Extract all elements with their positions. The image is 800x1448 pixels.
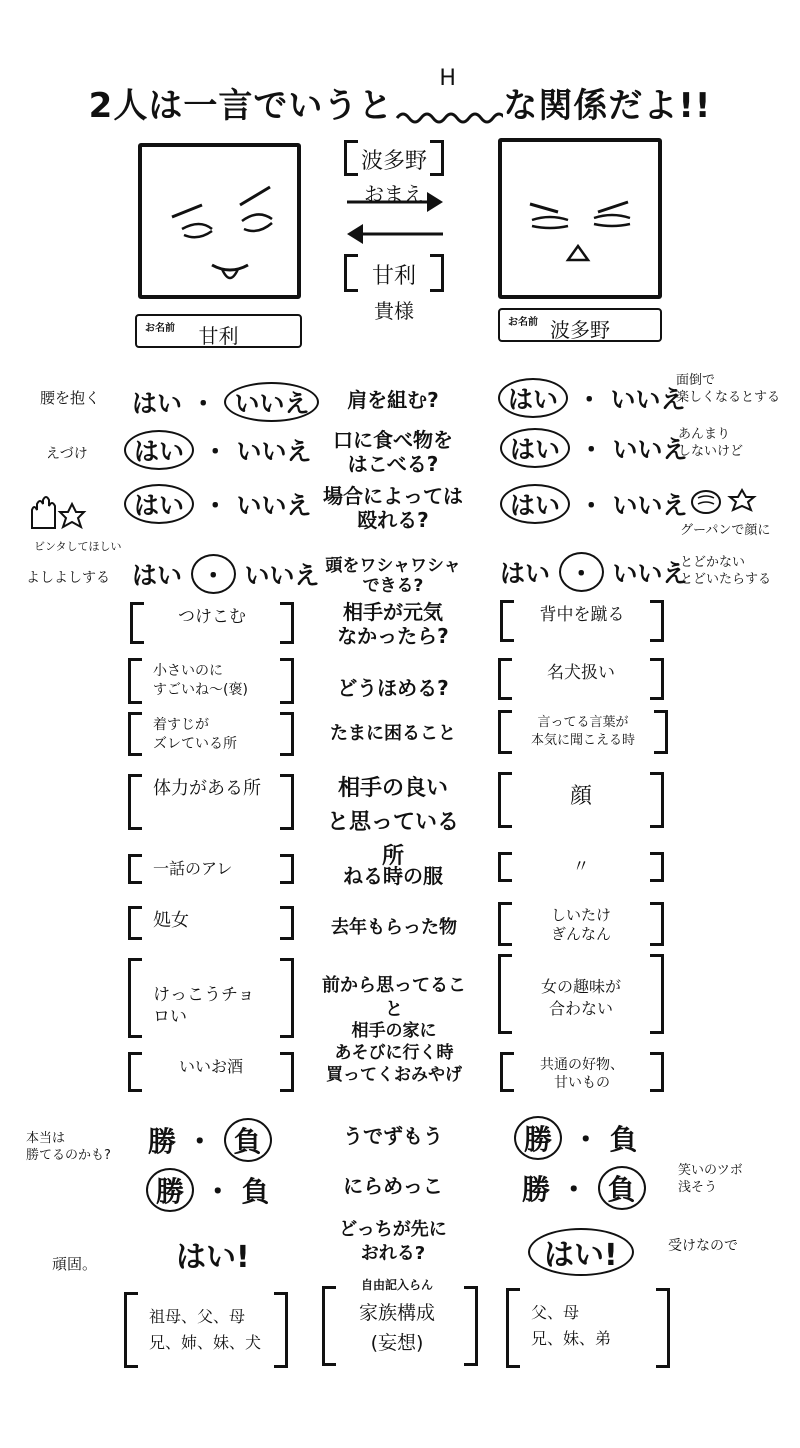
row-3-right-note: とどかない とどいたらする xyxy=(680,555,772,587)
title-before: 2人は一言でいうと xyxy=(88,86,394,126)
family-right-box: 父、母 兄、妹、弟 xyxy=(506,1288,670,1368)
center-line-1: おまえ xyxy=(364,182,424,206)
row-1-right-note: あんまり しないけど xyxy=(678,427,744,459)
right-name: 波多野 xyxy=(550,318,610,342)
free-6-question: 前から思ってること xyxy=(322,975,466,1020)
right-portrait xyxy=(498,138,662,299)
title-blank xyxy=(393,65,503,128)
left-name: 甘利 xyxy=(198,324,239,348)
face-serious-icon xyxy=(502,142,658,295)
row-1-left-answer: はい ・ いいえ xyxy=(124,430,311,470)
free-0-question: 相手が元気 なかったら? xyxy=(337,600,449,648)
slap-hand-icon xyxy=(26,496,92,534)
family-label: 自由記入らん xyxy=(342,1276,452,1293)
free-2-left-box: 着すじが ズレている所 xyxy=(128,712,294,756)
family-question: 家族構成 (妄想) xyxy=(358,1302,435,1354)
free-0-right-box: 背中を蹴る xyxy=(500,600,664,642)
center-box-2-text: 甘利 xyxy=(371,264,416,289)
battle-1-left-answer: 勝 ・ 負 xyxy=(146,1168,270,1212)
free-5-right-box: しいたけ ぎんなん xyxy=(498,902,664,946)
battle-1-right-answer: 勝 ・ 負 xyxy=(522,1166,646,1210)
free-7-left-box: いいお酒 xyxy=(128,1052,294,1092)
free-1-left-box: 小さいのに すごいね〜(褒) xyxy=(128,658,294,704)
free-2-question: たまに困ること xyxy=(330,723,456,744)
free-7-right-box: 共通の好物、 甘いもの xyxy=(500,1052,664,1092)
battle-0-question: うでずもう xyxy=(343,1124,443,1148)
final-right-answer: はい! xyxy=(528,1228,634,1276)
row-1-left-note: えづけ xyxy=(46,446,88,462)
free-6-right-box: 女の趣味が 合わない xyxy=(498,954,664,1034)
row-2-left-note: ビンタしてほしい xyxy=(34,540,122,553)
center-box-2 xyxy=(344,254,444,292)
row-2-right-note: グーパンで顔に xyxy=(680,523,771,538)
row-0-left-note: 腰を抱く xyxy=(40,389,101,407)
final-left-note: 頑固。 xyxy=(52,1255,98,1273)
row-0-question: 肩を組む? xyxy=(347,388,439,412)
row-1-question: 口に食べ物を はこべる? xyxy=(333,428,453,476)
row-3-question: 頭をワシャワシャ できる? xyxy=(325,556,461,596)
final-question: どっちが先に おれる? xyxy=(339,1219,447,1264)
free-6-left-box: けっこうチョロい xyxy=(128,958,294,1038)
final-left-answer: はい! xyxy=(176,1240,250,1275)
battle-1-right-note: 笑いのツボ 浅そう xyxy=(678,1163,743,1195)
family-left-box: 祖母、父、母 兄、姉、妹、犬 xyxy=(124,1292,288,1368)
free-4-right-box: 〃 xyxy=(498,852,664,882)
row-0-right-note: 面倒で 楽しくなるとする xyxy=(676,373,781,405)
center-box-1-text: 波多野 xyxy=(360,149,427,174)
battle-0-left-answer: 勝 ・ 負 xyxy=(148,1118,272,1162)
fist-icon xyxy=(688,486,764,516)
free-3-question: 相手の良い と思っている所 xyxy=(326,776,459,869)
row-2-left-answer: はい ・ いいえ xyxy=(124,484,311,524)
row-2-question: 場合によっては 殴れる? xyxy=(323,484,463,532)
battle-0-right-answer: 勝 ・ 負 xyxy=(514,1116,638,1160)
free-4-question: ねる時の服 xyxy=(343,864,443,888)
row-3-right-answer: はい ・ いいえ xyxy=(500,552,687,592)
battle-0-left-note: 本当は 勝てるのかも? xyxy=(26,1131,111,1163)
row-3-left-answer: はい ・ いいえ xyxy=(132,554,319,594)
free-0-left-box: つけこむ xyxy=(130,602,294,644)
free-5-question: 去年もらった物 xyxy=(331,917,457,938)
left-portrait xyxy=(138,143,301,299)
final-right-note: 受けなので xyxy=(668,1238,738,1254)
free-1-question: どうほめる? xyxy=(337,676,449,700)
left-name-small: お名前 xyxy=(145,323,175,334)
left-nameplate xyxy=(135,314,302,348)
battle-1-question: にらめっこ xyxy=(343,1174,443,1198)
free-4-left-box: 一話のアレ xyxy=(128,854,294,884)
row-0-left-answer: はい ・ いいえ xyxy=(132,382,319,422)
row-1-right-answer: はい ・ いいえ xyxy=(500,428,687,468)
row-2-right-answer: はい ・ いいえ xyxy=(500,484,687,524)
page-title xyxy=(0,65,800,128)
center-box-1 xyxy=(344,140,444,176)
free-3-left-box: 体力がある所 xyxy=(128,774,294,830)
row-3-left-note: よしよしする xyxy=(26,570,110,586)
free-5-left-box: 処女 xyxy=(128,906,294,940)
arrows-icon xyxy=(345,188,445,248)
free-7-question: 相手の家に あそびに行く時 買ってくおみやげ xyxy=(326,1021,462,1085)
right-name-small: お名前 xyxy=(508,317,538,328)
title-after: な関係だよ!! xyxy=(503,86,712,126)
free-3-right-box: 顔 xyxy=(498,772,664,828)
title-blank-label: H xyxy=(439,65,457,91)
free-2-right-box: 言ってる言葉が 本気に聞こえる時 xyxy=(498,710,668,754)
free-1-right-box: 名犬扱い xyxy=(498,658,664,700)
wavy-underline-icon xyxy=(393,88,503,128)
face-smug-icon xyxy=(142,147,297,295)
center-line-2: 貴様 xyxy=(374,299,414,323)
row-0-right-answer: はい ・ いいえ xyxy=(498,378,685,418)
right-nameplate xyxy=(498,308,662,342)
